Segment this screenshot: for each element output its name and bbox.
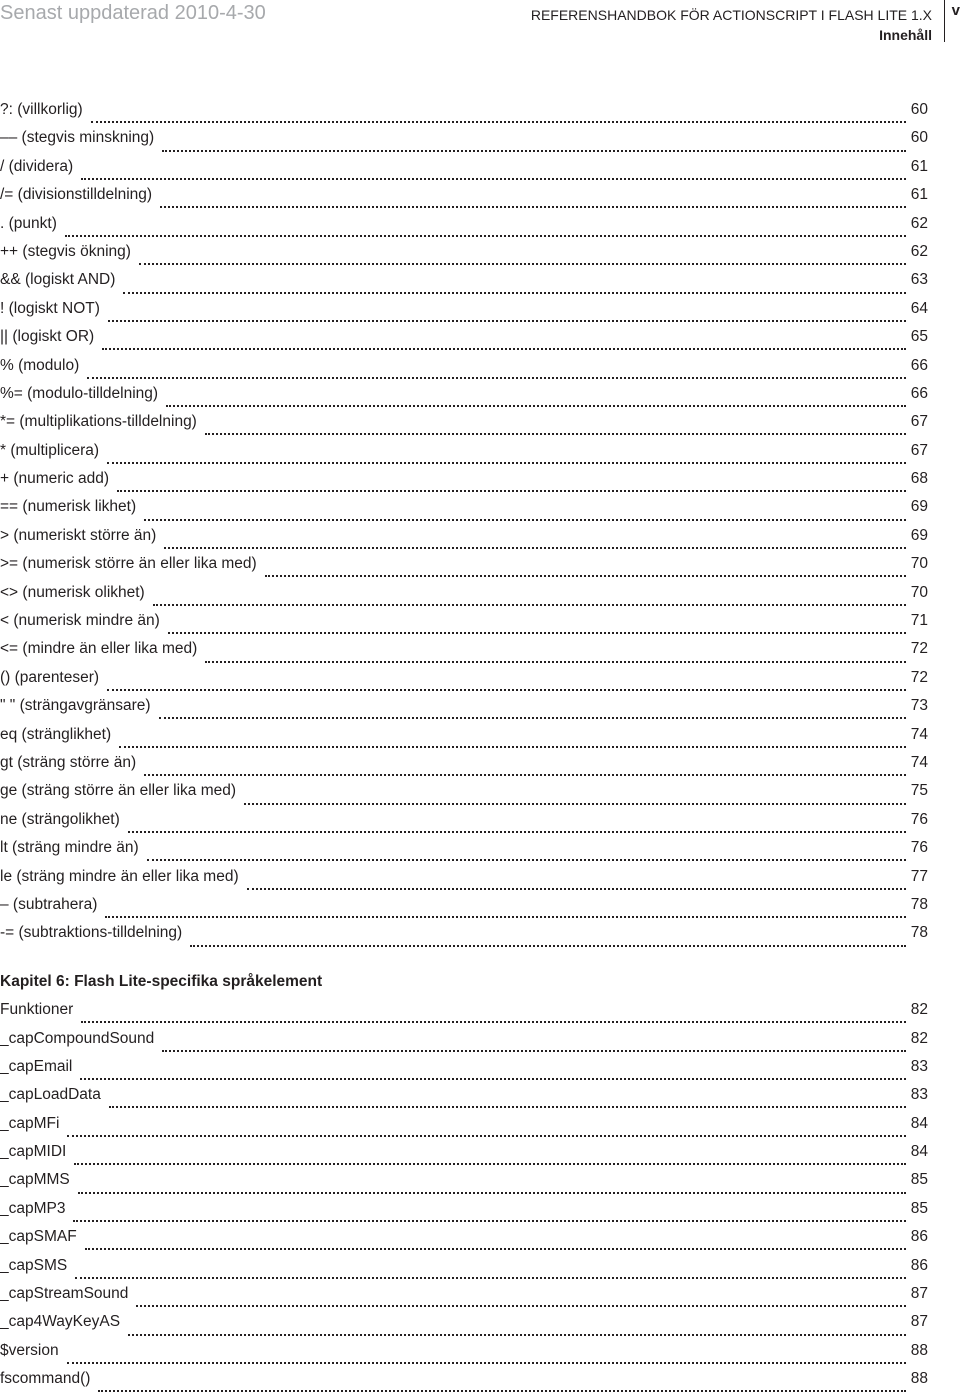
- dot-leader: [153, 588, 906, 606]
- dot-leader: [205, 645, 906, 663]
- dot-leader: [98, 1374, 906, 1392]
- toc-entry-page[interactable]: 83: [910, 1057, 928, 1075]
- toc-entry-title[interactable]: || (logiskt OR): [0, 328, 95, 346]
- dot-leader: [205, 417, 906, 435]
- toc-entry[interactable]: [0, 1223, 928, 1251]
- toc-entry-page[interactable]: 78: [910, 895, 928, 913]
- toc-entry-title[interactable]: _capLoadData: [0, 1086, 101, 1104]
- dot-leader: [159, 701, 906, 719]
- toc-entry[interactable]: [0, 1081, 928, 1109]
- toc-entry-page[interactable]: 67: [910, 413, 928, 431]
- dot-leader: [65, 219, 906, 237]
- toc-entry-title[interactable]: . (punkt): [0, 214, 57, 232]
- dot-leader: [81, 162, 906, 180]
- toc-entry-page[interactable]: 71: [910, 612, 928, 630]
- dot-leader: [117, 474, 906, 492]
- toc-entry-title[interactable]: $version: [0, 1341, 59, 1359]
- toc-entry[interactable]: [0, 996, 928, 1024]
- dot-leader: [107, 673, 906, 691]
- toc-entry-title[interactable]: ?: (villkorlig): [0, 101, 83, 118]
- toc-entry[interactable]: [0, 210, 928, 238]
- toc-entry-page[interactable]: 73: [910, 697, 928, 715]
- toc-entry-page[interactable]: 62: [910, 214, 928, 232]
- section-title: Innehåll: [879, 27, 932, 43]
- toc-entry-title[interactable]: ne (strängolikhet): [0, 810, 120, 828]
- toc-entry-title[interactable]: * (multiplicera): [0, 441, 100, 459]
- toc-entry-title[interactable]: lt (sträng mindre än): [0, 839, 139, 857]
- toc-entry[interactable]: [0, 777, 928, 805]
- toc-entry[interactable]: [0, 1337, 928, 1365]
- toc-entry[interactable]: [0, 721, 928, 749]
- toc-entry[interactable]: [0, 919, 928, 947]
- dot-leader: [123, 276, 906, 294]
- toc-entry-title[interactable]: _capSMS: [0, 1256, 68, 1274]
- toc-entry-title[interactable]: /= (divisionstilldelning): [0, 186, 153, 204]
- toc-entry[interactable]: [0, 380, 928, 408]
- toc-entry-title[interactable]: ! (logiskt NOT): [0, 299, 100, 317]
- toc-entry[interactable]: [0, 834, 928, 862]
- toc-entry[interactable]: [0, 550, 928, 578]
- dot-leader: [164, 531, 906, 549]
- dot-leader: [107, 446, 906, 464]
- toc-entry-title[interactable]: < (numerisk mindre än): [0, 612, 160, 630]
- toc-entry-page[interactable]: 69: [910, 526, 928, 544]
- dot-leader: [80, 1062, 906, 1080]
- toc-entry-page[interactable]: 88: [910, 1341, 928, 1359]
- toc-entry-page[interactable]: 77: [910, 867, 928, 885]
- toc-entry-title[interactable]: + (numeric add): [0, 470, 109, 488]
- table-of-contents: [0, 96, 928, 1394]
- book-title: REFERENSHANDBOK FÖR ACTIONSCRIPT I FLASH LITE 1.X: [530, 7, 932, 23]
- dot-leader: [105, 900, 906, 918]
- dot-leader: [87, 361, 906, 379]
- chapter6-list: [0, 996, 928, 1393]
- toc-entry-page[interactable]: 72: [910, 640, 928, 658]
- page-number: v: [944, 0, 960, 42]
- toc-entry[interactable]: [0, 664, 928, 692]
- toc-entry-page[interactable]: 86: [910, 1256, 928, 1274]
- toc-entry[interactable]: [0, 295, 928, 323]
- toc-entry-title[interactable]: fscommand(): [0, 1370, 91, 1388]
- dot-leader: [162, 1034, 906, 1052]
- toc-entry[interactable]: [0, 323, 928, 351]
- toc-entry-title[interactable]: _capStreamSound: [0, 1285, 129, 1303]
- toc-entry[interactable]: [0, 749, 928, 777]
- dot-leader: [144, 758, 906, 776]
- toc-entry-title[interactable]: –– (stegvis minskning): [0, 129, 155, 147]
- toc-entry-title[interactable]: > (numeriskt större än): [0, 526, 157, 544]
- toc-entry[interactable]: [0, 493, 928, 521]
- toc-entry[interactable]: [0, 635, 928, 663]
- dot-leader: [78, 1176, 906, 1194]
- toc-entry[interactable]: [0, 352, 928, 380]
- toc-entry-title[interactable]: Funktioner: [0, 1001, 74, 1019]
- dot-leader: [168, 616, 906, 634]
- dot-leader: [160, 190, 906, 208]
- toc-entry-page[interactable]: 86: [910, 1228, 928, 1246]
- toc-entry[interactable]: [0, 437, 928, 465]
- toc-entry-page[interactable]: 64: [910, 299, 928, 317]
- toc-entry-title[interactable]: _capSMAF: [0, 1228, 77, 1246]
- toc-entry-title[interactable]: <> (numerisk olikhet): [0, 583, 145, 601]
- page-header: [0, 0, 960, 60]
- toc-entry-page[interactable]: 62: [910, 242, 928, 260]
- toc-entry[interactable]: [0, 96, 928, 124]
- toc-entry[interactable]: [0, 1308, 928, 1336]
- toc-entry[interactable]: [0, 579, 928, 607]
- toc-entry[interactable]: [0, 1053, 928, 1081]
- toc-entry-title[interactable]: _capMMS: [0, 1171, 70, 1189]
- toc-entry-page[interactable]: 87: [910, 1313, 928, 1331]
- toc-entry-page[interactable]: 65: [910, 328, 928, 346]
- toc-entry-page[interactable]: 60: [910, 101, 928, 118]
- dot-leader: [162, 134, 906, 152]
- dot-leader: [265, 559, 906, 577]
- dot-leader: [247, 872, 906, 890]
- toc-entry[interactable]: [0, 1110, 928, 1138]
- dot-leader: [166, 389, 906, 407]
- toc-entry-page[interactable]: 83: [910, 1086, 928, 1104]
- dot-leader: [74, 1147, 906, 1165]
- toc-entry[interactable]: [0, 522, 928, 550]
- toc-entry-title[interactable]: _capMFi: [0, 1114, 60, 1132]
- toc-entry-page[interactable]: 74: [910, 725, 928, 743]
- toc-entry[interactable]: [0, 124, 928, 152]
- toc-entry-title[interactable]: _capEmail: [0, 1057, 73, 1075]
- toc-entry[interactable]: [0, 806, 928, 834]
- last-updated-label: Senast uppdaterad 2010-4-30: [0, 2, 266, 24]
- toc-entry-title[interactable]: *= (multiplikations-tilldelning): [0, 413, 197, 431]
- toc-entry-title[interactable]: _capMIDI: [0, 1143, 67, 1161]
- dot-leader: [109, 1090, 906, 1108]
- dot-leader: [67, 1346, 906, 1364]
- dot-leader: [136, 1289, 906, 1307]
- toc-entry[interactable]: [0, 465, 928, 493]
- toc-entry-title[interactable]: eq (stränglikhet): [0, 725, 112, 743]
- toc-entry-page[interactable]: 75: [910, 782, 928, 800]
- dot-leader: [102, 332, 906, 350]
- toc-entry-title[interactable]: " " (strängavgränsare): [0, 697, 151, 715]
- toc-entry-title[interactable]: le (sträng mindre än eller lika med): [0, 867, 239, 885]
- dot-leader: [67, 1119, 906, 1137]
- dot-leader: [244, 787, 906, 805]
- toc-entry[interactable]: [0, 891, 928, 919]
- toc-entry-page[interactable]: 67: [910, 441, 928, 459]
- dot-leader: [147, 843, 906, 861]
- toc-entry-title[interactable]: _capCompoundSound: [0, 1029, 155, 1047]
- dot-leader: [139, 247, 906, 265]
- toc-entry-title[interactable]: >= (numerisk större än eller lika med): [0, 555, 257, 573]
- dot-leader: [73, 1204, 906, 1222]
- toc-entry-title[interactable]: % (modulo): [0, 356, 80, 374]
- dot-leader: [75, 1261, 906, 1279]
- toc-entry-title[interactable]: <= (mindre än eller lika med): [0, 640, 198, 658]
- toc-entry-page[interactable]: 60: [910, 129, 928, 147]
- toc-entry-page[interactable]: 76: [910, 810, 928, 828]
- toc-entry-title[interactable]: -= (subtraktions-tilldelning): [0, 924, 183, 942]
- toc-entry-title[interactable]: () (parenteser): [0, 668, 100, 686]
- dot-leader: [108, 304, 906, 322]
- toc-entry[interactable]: [0, 607, 928, 635]
- toc-entry-page[interactable]: 66: [910, 356, 928, 374]
- toc-entry[interactable]: [0, 238, 928, 266]
- toc-entry[interactable]: [0, 181, 928, 209]
- toc-entry-page[interactable]: 76: [910, 839, 928, 857]
- toc-entry[interactable]: [0, 1195, 928, 1223]
- toc-entry-page[interactable]: 69: [910, 498, 928, 516]
- toc-entry-title[interactable]: – (subtrahera): [0, 895, 98, 913]
- toc-entry-title[interactable]: _capMP3: [0, 1199, 66, 1217]
- dot-leader: [81, 1005, 906, 1023]
- toc-entry-title[interactable]: && (logiskt AND): [0, 271, 116, 289]
- chapter-heading[interactable]: Kapitel 6: Flash Lite-specifika språkelement: [0, 972, 323, 990]
- toc-entry-page[interactable]: 72: [910, 668, 928, 686]
- operators-list: [0, 96, 928, 948]
- toc-entry-title[interactable]: / (dividera): [0, 157, 74, 175]
- dot-leader: [128, 1318, 906, 1336]
- toc-entry-page[interactable]: 63: [910, 271, 928, 289]
- toc-entry-page[interactable]: 85: [910, 1199, 928, 1217]
- toc-entry[interactable]: [0, 1252, 928, 1280]
- toc-entry[interactable]: [0, 408, 928, 436]
- dot-leader: [190, 929, 906, 947]
- toc-entry-page[interactable]: 70: [910, 555, 928, 573]
- toc-entry-page[interactable]: 66: [910, 384, 928, 402]
- dot-leader: [85, 1232, 906, 1250]
- toc-entry-page[interactable]: 84: [910, 1143, 928, 1161]
- dot-leader: [144, 503, 906, 521]
- toc-entry-title[interactable]: _cap4WayKeyAS: [0, 1313, 121, 1331]
- toc-entry-page[interactable]: 82: [910, 1029, 928, 1047]
- toc-entry-page[interactable]: 84: [910, 1114, 928, 1132]
- toc-entry[interactable]: [0, 1138, 928, 1166]
- toc-entry[interactable]: [0, 692, 928, 720]
- toc-entry[interactable]: [0, 1025, 928, 1053]
- toc-entry-title[interactable]: ge (sträng större än eller lika med): [0, 782, 237, 800]
- toc-entry-page[interactable]: 88: [910, 1370, 928, 1388]
- toc-entry-title[interactable]: %= (modulo-tilldelning): [0, 384, 159, 402]
- toc-entry-page[interactable]: 61: [910, 186, 928, 204]
- toc-entry-title[interactable]: == (numerisk likhet): [0, 498, 137, 516]
- running-head: [531, 5, 932, 45]
- toc-entry[interactable]: [0, 1166, 928, 1194]
- toc-entry-page[interactable]: 85: [910, 1171, 928, 1189]
- toc-entry[interactable]: [0, 266, 928, 294]
- toc-entry-page[interactable]: 68: [910, 470, 928, 488]
- toc-entry-page[interactable]: 74: [910, 753, 928, 771]
- toc-entry-page[interactable]: 78: [910, 924, 928, 942]
- toc-entry-title[interactable]: gt (sträng större än): [0, 753, 137, 771]
- toc-entry[interactable]: [0, 863, 928, 891]
- toc-entry[interactable]: [0, 153, 928, 181]
- toc-entry[interactable]: [0, 1280, 928, 1308]
- dot-leader: [119, 730, 906, 748]
- toc-entry-title[interactable]: ++ (stegvis ökning): [0, 242, 131, 260]
- toc-entry-page[interactable]: 82: [910, 1001, 928, 1019]
- toc-entry-page[interactable]: 87: [910, 1285, 928, 1303]
- dot-leader: [128, 815, 906, 833]
- toc-entry[interactable]: [0, 1365, 928, 1393]
- dot-leader: [91, 105, 906, 123]
- toc-entry-page[interactable]: 61: [910, 157, 928, 175]
- toc-entry-page[interactable]: 70: [910, 583, 928, 601]
